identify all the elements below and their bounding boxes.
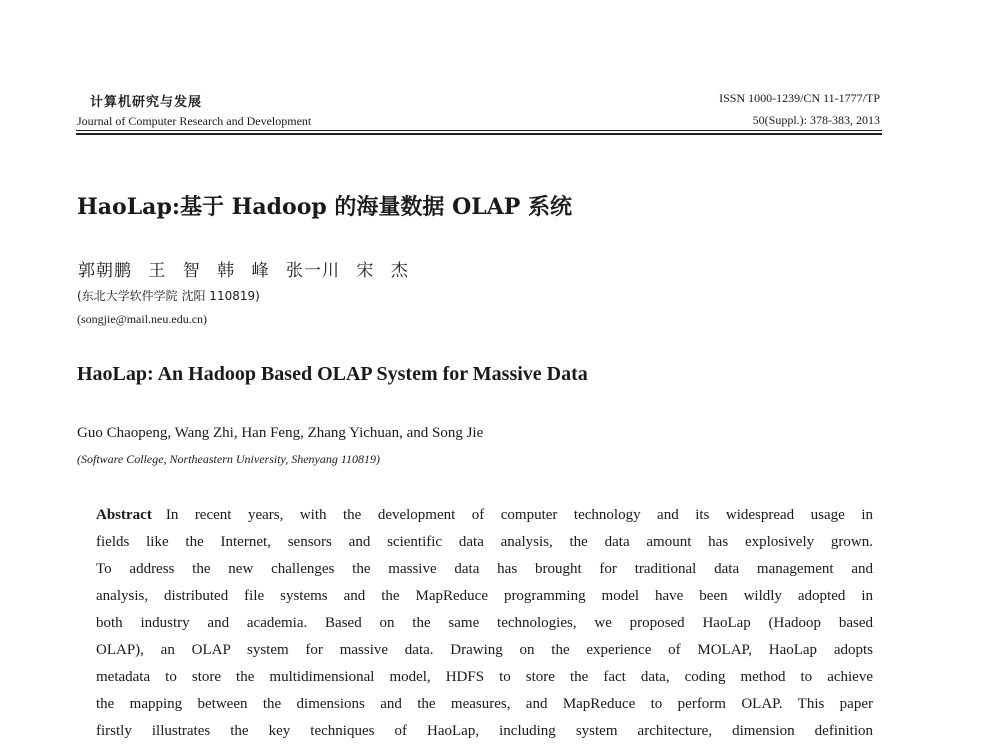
abstract-label: Abstract	[96, 507, 152, 523]
contact-email: (songjie@mail.neu.edu.cn)	[77, 312, 208, 326]
affiliation-chinese: (东北大学软件学院 沈阳 110819)	[77, 289, 260, 303]
abstract-line: fields like the Internet, sensors and scientific data analysis, the data amount has explosively grown.	[96, 534, 873, 550]
abstract-line: firstly illustrates the key techniques of HaoLap, including system architecture, dimension definition	[96, 723, 873, 739]
journal-name-chinese: 计算机研究与发展	[90, 95, 203, 110]
header-rule-thick	[76, 133, 882, 135]
abstract-block	[96, 502, 873, 745]
header-rule-thin	[76, 130, 882, 131]
affiliation-english: (Software College, Northeastern University, Shenyang 110819)	[77, 452, 380, 466]
abstract-line: the mapping between the dimensions and the measures, and MapReduce to perform OLAP. This paper	[96, 696, 873, 712]
abstract-line: metadata to store the multidimensional model, HDFS to store the fact data, coding method to achieve	[96, 669, 873, 685]
volume-line: 50(Suppl.): 378-383, 2013	[752, 113, 880, 127]
abstract-line: To address the new challenges the massive data has brought for traditional data management and	[96, 561, 873, 577]
abstract-line-text: In recent years, with the development of computer technology and its widespread usage in	[165, 507, 873, 523]
paper-title-english: HaoLap: An Hadoop Based OLAP System for Massive Data	[77, 363, 588, 385]
authors-english: Guo Chaopeng, Wang Zhi, Han Feng, Zhang Yichuan, and Song Jie	[77, 425, 484, 441]
paper-title-chinese: HaoLap:基于 Hadoop 的海量数据 OLAP 系统	[77, 194, 572, 220]
abstract-line	[96, 502, 873, 529]
abstract-line: OLAP), an OLAP system for massive data. Drawing on the experience of MOLAP, HaoLap adopts	[96, 642, 873, 658]
journal-name-english: Journal of Computer Research and Development	[77, 114, 312, 128]
abstract-line: analysis, distributed file systems and the MapReduce programming model have been wildly adopted in	[96, 588, 873, 604]
abstract-line: both industry and academia. Based on the same technologies, we proposed HaoLap (Hadoop based	[96, 615, 873, 631]
authors-chinese: 郭朝鹏 王 智 韩 峰 张一川 宋 杰	[78, 261, 409, 281]
issn-line: ISSN 1000-1239/CN 11-1777/TP	[719, 91, 880, 105]
